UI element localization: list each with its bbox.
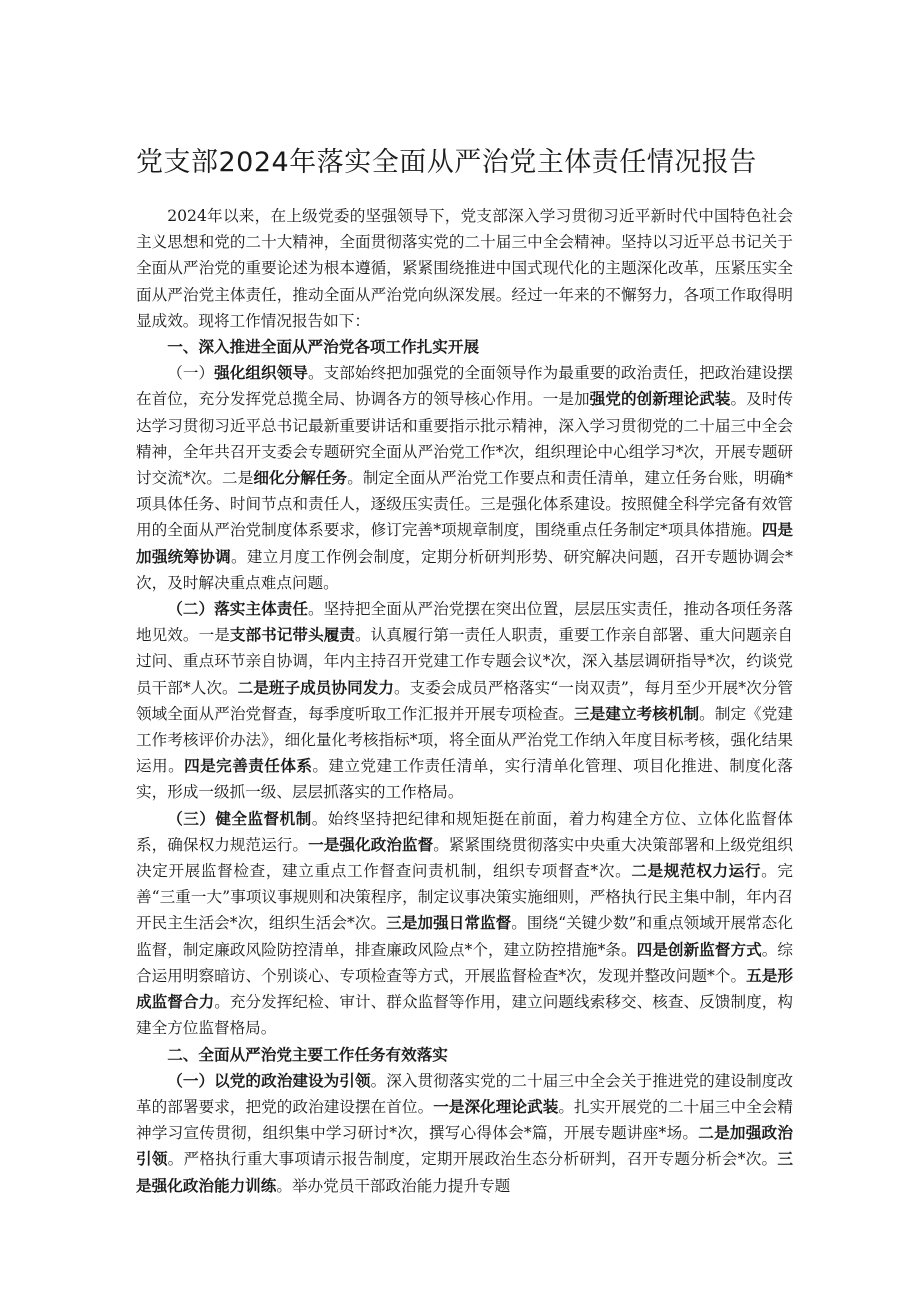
text-run: 。完善“三重一大”事项议事规则和决策程序，制定议事决策实施细则，严格执行民主集中制，年内召开民主生活会*次，组织生活会*次。	[136, 862, 793, 933]
bold-run: 四是加强统筹协调	[136, 520, 793, 566]
section-1-heading: 一、深入推进全面从严治党各项工作扎实开展	[167, 337, 480, 357]
bold-run: 四是完善责任体系	[184, 756, 313, 776]
text-run: 。充分发挥纪检、审计、群众监督等作用，建立问题线索移交、核查、反馈制度，构建全方位监督格局。	[136, 993, 793, 1038]
bold-run: （一）以党的政治建设为引领	[167, 1070, 371, 1090]
bold-run: 三是建立考核机制	[574, 703, 700, 723]
bold-run: 二是规范权力运行	[631, 861, 762, 881]
document-page	[136, 140, 793, 1199]
text-run: 。深入贯彻落实党的二十届三中全会关于推进党的建设制度改革的部署要求，把党的政治建设摆在首位。	[136, 1071, 793, 1116]
text-run: 。认真履行第一责任人职责，重要工作亲自部署、重大问题亲自过问、重点环节亲自协调，年内主持召开党建工作专题会议*次，深入基层调研指导*次，约谈党员干部*人次。	[136, 626, 793, 697]
text-run: 。综合运用明察暗访、个别谈心、专项检查等方式，开展监督检查*次，发现并整改问题*个。	[136, 940, 793, 985]
document-title: 党支部2024年落实全面从严治党主体责任情况报告	[136, 147, 757, 178]
section-2-paragraph-1	[136, 1068, 793, 1199]
bold-run: 三是强化政治能力训练	[136, 1149, 793, 1195]
text-run: 。及时传达学习贯彻习近平总书记最新重要讲话和重要指示批示精神，深入学习贯彻党的二十届三中全会精神，全年共召开支委会专题研究全面从严治党工作*次，组织理论中心组学习*次，开展专题研讨交流*次。二是	[136, 390, 793, 488]
bold-run: 一是强化政治监督	[308, 834, 434, 854]
bold-run: 五是形成监督合力	[136, 965, 793, 1012]
bold-run: 四是创新监督方式	[636, 939, 762, 959]
bold-run: 三是加强日常监督	[386, 913, 512, 933]
text-run: （一）	[167, 364, 215, 383]
text-run: 。支委会成员严格落实“一岗双责”，每月至少开展*次分管领域全面从严治党督查，每季度听取工作汇报并开展专项检查。	[136, 678, 793, 723]
text-run: 。举办党员干部政治能力提升专题	[276, 1176, 511, 1195]
section-1-paragraph-1	[136, 360, 793, 596]
bold-run: 支部书记带头履责	[229, 625, 356, 645]
bold-run: 二是班子成员协同发力	[237, 677, 394, 697]
text-run: 。始终坚持把纪律和规矩挺在前面，着力构建全方位、立体化监督体系，确保权力规范运行。	[136, 809, 793, 854]
text-run: 。围绕“关键少数”和重点领域开展常态化监督，制定廉政风险防控清单，排查廉政风险点*个，建立防控措施*条。	[136, 914, 793, 959]
text-run: 。建立党建工作责任清单，实行清单化管理、项目化推进、制度化落实，形成一级抓一级、层层抓落实的工作格局。	[136, 757, 793, 802]
intro-paragraph: 2024年以来，在上级党委的坚强领导下，党支部深入学习贯彻习近平新时代中国特色社会主义思想和党的二十大精神，全面贯彻落实党的二十届三中全会精神。坚持以习近平总书记关于全面从严治党的重要论述为根本遵循，紧紧围绕推进中国式现代化的主题深化改革，压紧压实全面从严治党主体责任，推动全面从严治党向纵深发展。经过一年来的不懈努力，各项工作取得明显成效。现将工作情况报告如下：	[136, 207, 793, 330]
bold-run: （二）落实主体责任	[167, 599, 309, 619]
section-2-heading: 二、全面从严治党主要工作任务有效落实	[167, 1044, 448, 1064]
text-run: 。支部始终把加强党的全面领导作为最重要的政治责任，把政治建设摆在首位，充分发挥党总揽全局、协调各方的领导核心作用。一是加	[136, 364, 793, 409]
section-1-paragraph-3	[136, 806, 793, 1042]
text-run: 。制定全面从严治党工作要点和责任清单，建立任务台账，明确*项具体任务、时间节点和责任人，逐级压实责任。三是强化体系建设。按照健全科学完备有效管用的全面从严治党制度体系要求，修订完善*项规章制度，围绕重点任务制定*项具体措施。	[136, 469, 793, 540]
text-run: 。紧紧围绕贯彻落实中央重大决策部署和上级党组织决定开展监督检查，建立重点工作督查问责机制，组织专项督查*次。	[136, 835, 793, 881]
bold-run: 二是加强政治引领	[136, 1123, 793, 1169]
text-run: 。坚持把全面从严治党摆在突出位置，层层压实责任，推动各项任务落地见效。一是	[136, 600, 793, 645]
text-run: 。严格执行重大事项请示报告制度，定期开展政治生态分析研判，召开专题分析会*次。	[167, 1150, 778, 1169]
bold-run: 强党的创新理论武装	[589, 389, 731, 409]
text-run: 。制定《党建工作考核评价办法》，细化量化考核指标*项，将全面从严治党工作纳入年度目标考核，强化结果运用。	[136, 704, 793, 776]
text-run: 。扎实开展党的二十届三中全会精神学习宣传贯彻，组织集中学习研讨*次，撰写心得体会*篇，开展专题讲座*场。	[136, 1097, 793, 1143]
bold-run: （三）健全监督机制	[167, 808, 312, 828]
section-1-paragraph-2	[136, 596, 793, 806]
bold-run: 强化组织领导	[214, 363, 308, 383]
bold-run: 一是深化理论武装	[433, 1096, 559, 1116]
text-run: 。建立月度工作例会制度，定期分析研判形势、研究解决问题，召开专题协调会*次，及时解决重点难点问题。	[136, 547, 793, 592]
bold-run: 细化分解任务	[253, 468, 348, 488]
